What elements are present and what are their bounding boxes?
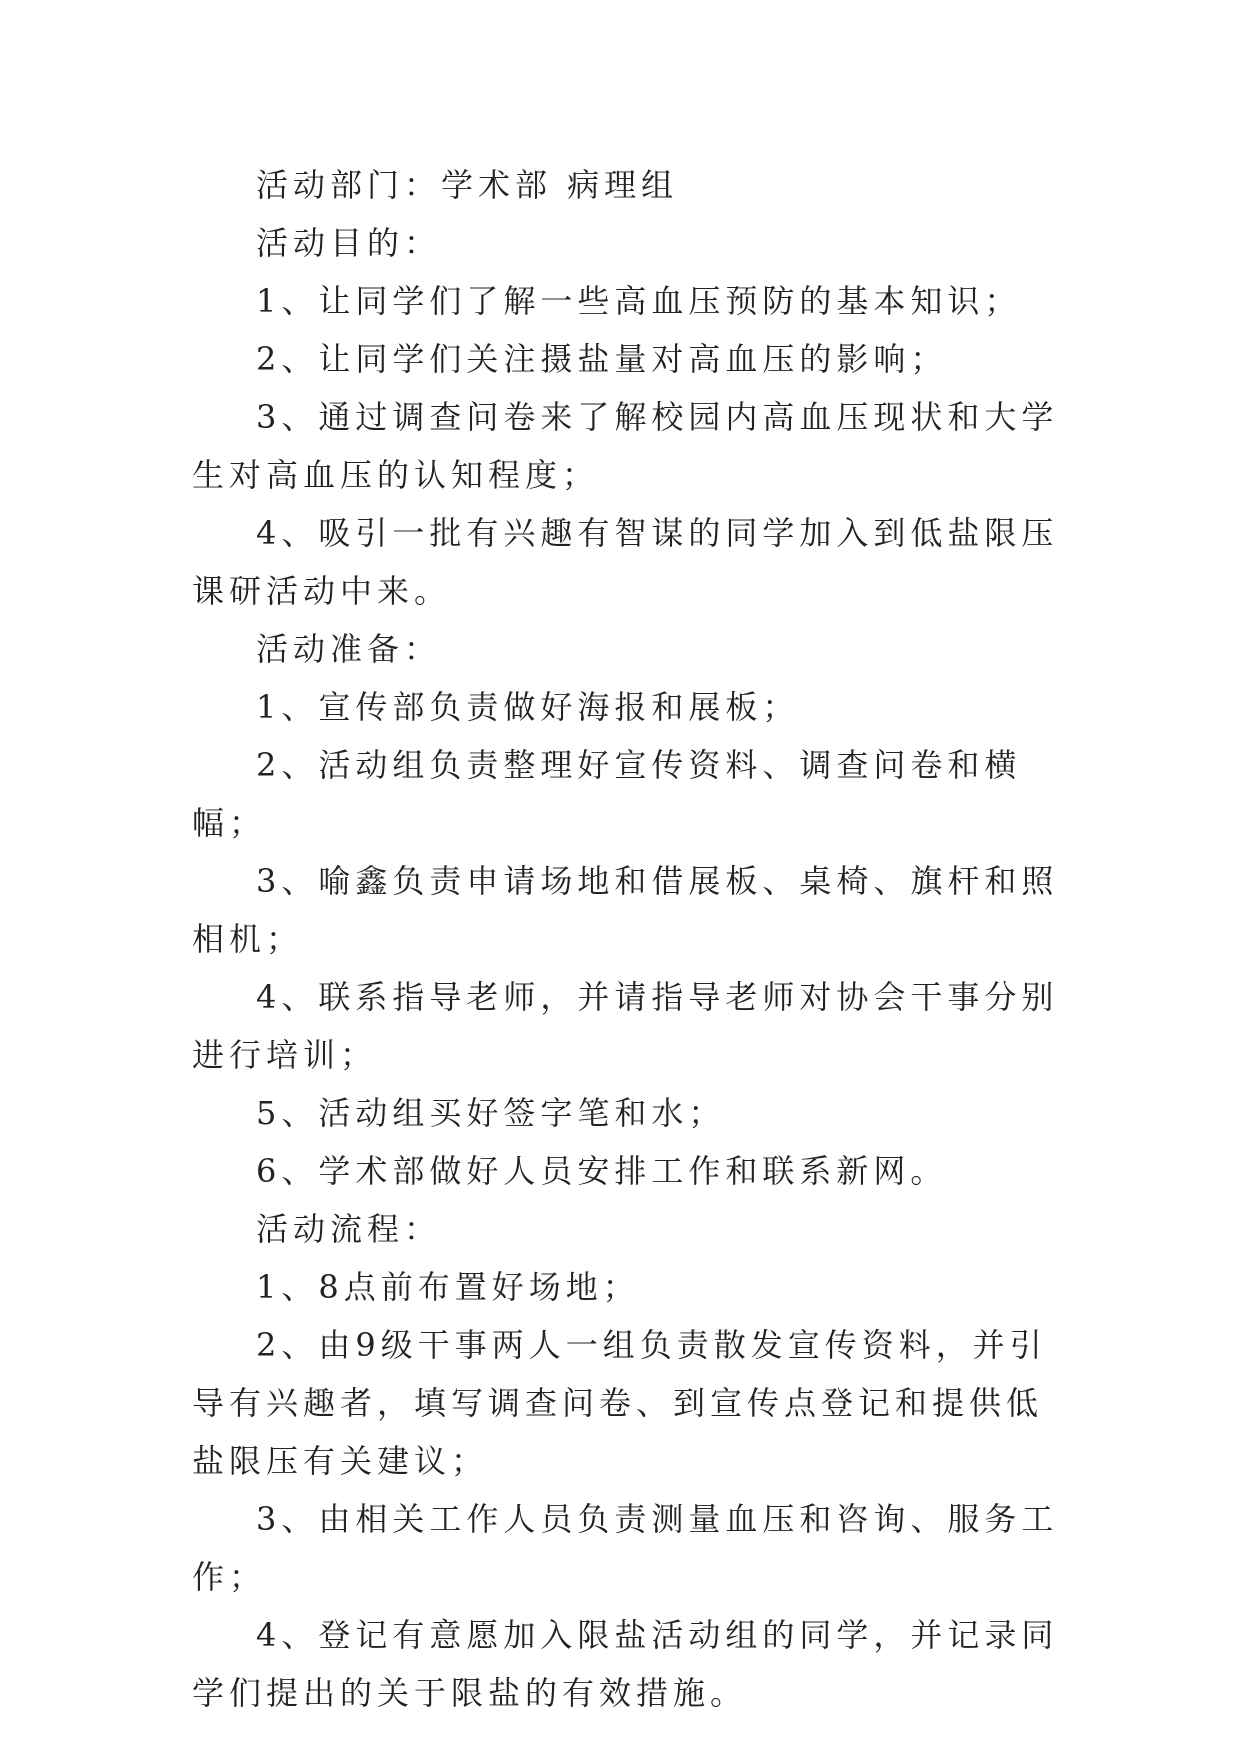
preparation-item-2: 2、活动组负责整理好宣传资料、调查问卷和横幅；	[192, 746, 1022, 842]
purpose-item-4: 4、吸引一批有兴趣有智谋的同学加入到低盐限压课研活动中来。	[192, 514, 1059, 610]
process-item-4: 4、登记有意愿加入限盐活动组的同学，并记录同学们提出的关于限盐的有效措施。	[192, 1616, 1059, 1712]
heading-purpose: 活动目的：	[256, 224, 442, 262]
preparation-item-4: 4、联系指导老师，并请指导老师对协会干事分别进行培训；	[192, 978, 1059, 1074]
document-body	[192, 156, 1062, 1722]
purpose-item-3: 3、通过调查问卷来了解校园内高血压现状和大学生对高血压的认知程度；	[192, 398, 1059, 494]
process-item-2: 2、由9级干事两人一组负责散发宣传资料，并引导有兴趣者，填写调查问卷、到宣传点登记和提供低盐限压有关建议；	[192, 1326, 1047, 1480]
preparation-item-5: 5、活动组买好签字笔和水；	[256, 1094, 726, 1132]
heading-process: 活动流程：	[256, 1210, 442, 1248]
preparation-item-1: 1、宣传部负责做好海报和展板；	[256, 688, 800, 726]
process-item-1: 1、8点前布置好场地；	[256, 1268, 640, 1306]
heading-preparation: 活动准备：	[256, 630, 442, 668]
paragraph-department: 活动部门：学术部 病理组	[256, 166, 679, 204]
preparation-item-6: 6、学术部做好人员安排工作和联系新网。	[256, 1152, 948, 1190]
purpose-item-1: 1、让同学们了解一些高血压预防的基本知识；	[256, 282, 1022, 320]
process-item-3: 3、由相关工作人员负责测量血压和咨询、服务工作；	[192, 1500, 1059, 1596]
purpose-item-2: 2、让同学们关注摄盐量对高血压的影响；	[256, 340, 948, 378]
preparation-item-3: 3、喻鑫负责申请场地和借展板、桌椅、旗杆和照相机；	[192, 862, 1059, 958]
